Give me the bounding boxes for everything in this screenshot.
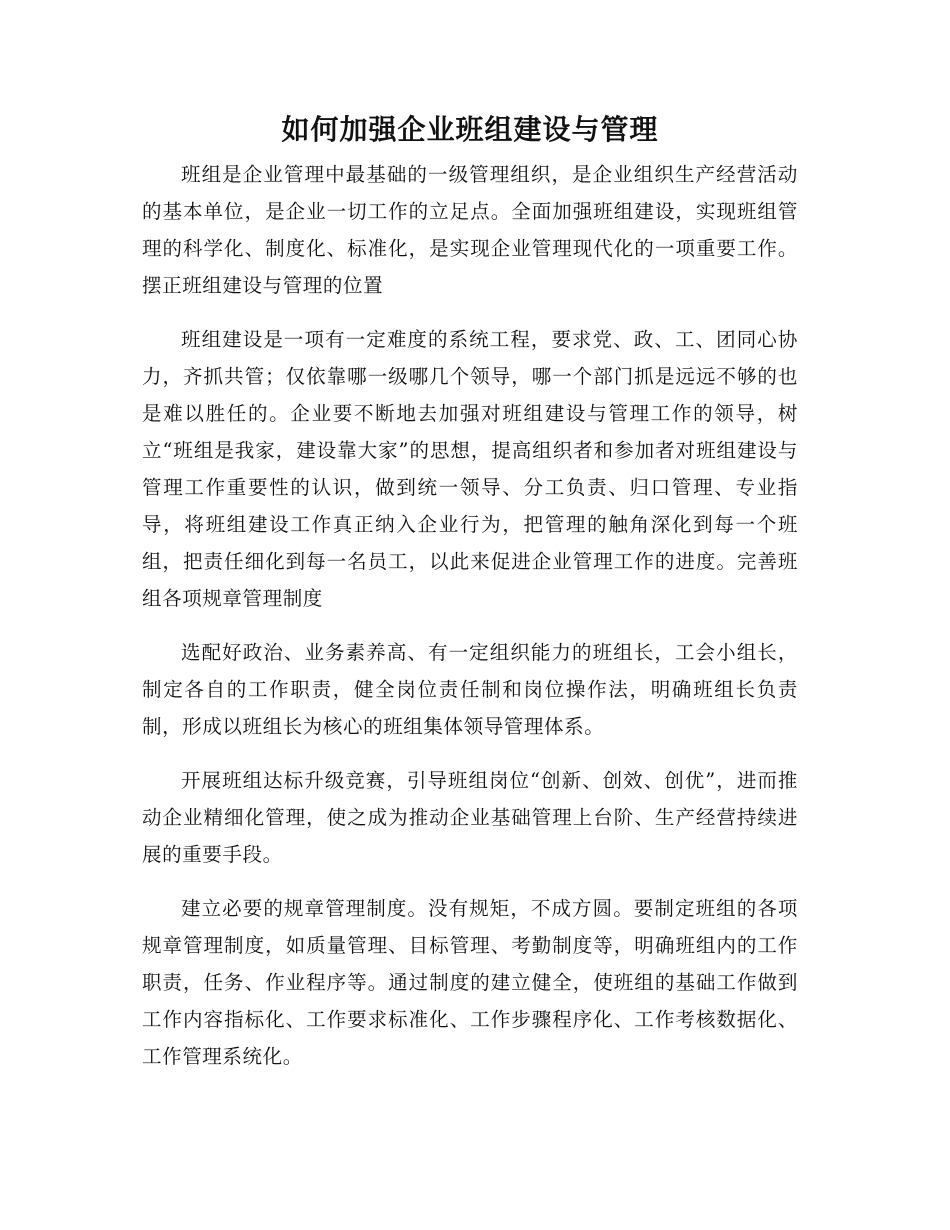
paragraph-3: 选配好政治、业务素养高、有一定组织能力的班组长，工会小组长，制定各自的工作职责，健全岗位责任制和岗位操作法，明确班组长负责制，形成以班组长为核心的班组集体领导管理体系。 [142, 641, 798, 738]
paragraph-4: 开展班组达标升级竞赛，引导班组岗位“创新、创效、创优”，进而推动企业精细化管理，使之成为推动企业基础管理上台阶、生产经营持续进展的重要手段。 [142, 769, 798, 866]
paragraph-2: 班组建设是一项有一定难度的系统工程，要求党、政、工、团同心协力，齐抓共管；仅依靠哪一级哪几个领导，哪一个部门抓是远远不够的也是难以胜任的。企业要不断地去加强对班组建设与管理工作的领导，树立“班组是我家，建设靠大家”的思想，提高组织者和参加者对班组建设与管理工作重要性的认识，做到统一领导、分工负责、归口管理、专业指导，将班组建设工作真正纳入企业行为，把管理的触角深化到每一个班组，把责任细化到每一名员工，以此来促进企业管理工作的进度。完善班组各项规章管理制度 [142, 328, 798, 610]
paragraph-1: 班组是企业管理中最基础的一级管理组织，是企业组织生产经营活动的基本单位，是企业一切工作的立足点。全面加强班组建设，实现班组管理的科学化、制度化、标准化，是实现企业管理现代化的一项重要工作。摆正班组建设与管理的位置 [142, 163, 798, 297]
document-title: 如何加强企业班组建设与管理 [281, 113, 659, 146]
paragraph-5: 建立必要的规章管理制度。没有规矩，不成方圆。要制定班组的各项规章管理制度，如质量管理、目标管理、考勤制度等，明确班组内的工作职责，任务、作业程序等。通过制度的建立健全，使班组的基础工作做到工作内容指标化、工作要求标准化、工作步骤程序化、工作考核数据化、工作管理系统化。 [142, 897, 798, 1068]
document-page [142, 108, 798, 1092]
